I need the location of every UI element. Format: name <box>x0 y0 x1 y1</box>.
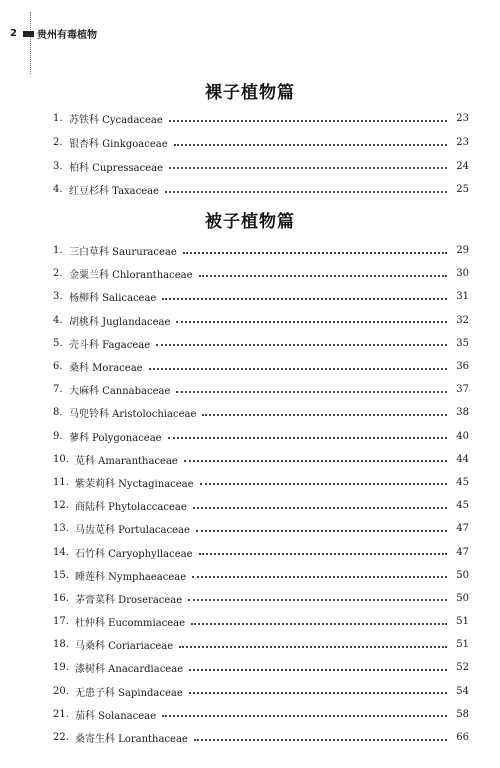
entry-name: 茄科 Solanaceae <box>75 710 157 722</box>
toc-entry[interactable] <box>53 610 469 633</box>
entry-name: 茅膏菜科 Droseraceae <box>75 594 183 606</box>
entry-number: 19. <box>53 662 69 674</box>
toc-entry[interactable] <box>53 332 469 355</box>
entry-page: 23 <box>456 113 469 125</box>
entry-name: 壳斗科 Fagaceae <box>69 339 151 351</box>
toc-entry[interactable] <box>53 131 469 155</box>
page-number: 2 <box>10 28 17 39</box>
toc-entry[interactable] <box>53 680 469 703</box>
entry-number: 15. <box>53 569 69 581</box>
dot-leader <box>174 134 447 146</box>
toc-entry[interactable] <box>53 703 469 726</box>
entry-page: 54 <box>456 685 469 697</box>
toc-entry[interactable] <box>53 401 469 424</box>
dot-leader <box>169 157 447 169</box>
entry-number: 8. <box>53 407 63 419</box>
toc-entry[interactable] <box>53 494 469 517</box>
entry-page: 36 <box>456 361 469 373</box>
running-header <box>10 26 97 41</box>
entry-number: 5. <box>53 337 63 349</box>
toc-entry[interactable] <box>53 378 469 401</box>
entry-page: 66 <box>456 732 469 744</box>
dot-leader <box>165 181 447 193</box>
entry-name: 桑寄生科 Loranthaceae <box>75 734 188 746</box>
book-title: 贵州有毒植物 <box>36 30 97 41</box>
dot-leader <box>176 381 447 393</box>
entry-number: 2. <box>53 137 63 149</box>
entry-page: 40 <box>456 430 469 442</box>
entry-number: 9. <box>53 430 63 442</box>
entry-name: 马兜铃科 Aristolochiaceae <box>69 409 197 421</box>
entry-number: 4. <box>53 314 63 326</box>
entry-name: 桑科 Moraceae <box>69 363 143 375</box>
entry-name: 紫茉莉科 Nyctaginaceae <box>75 478 194 490</box>
toc-entry[interactable] <box>53 587 469 610</box>
entry-number: 11. <box>53 476 69 488</box>
toc-entry[interactable] <box>53 239 469 262</box>
entry-number: 6. <box>53 361 63 373</box>
toc-entry[interactable] <box>53 448 469 471</box>
dot-leader <box>189 682 447 694</box>
entry-name: 金粟兰科 Chloranthaceae <box>69 270 193 282</box>
dot-leader <box>162 288 447 300</box>
entry-page: 47 <box>456 523 469 535</box>
entry-number: 1. <box>53 245 63 257</box>
entry-number: 21. <box>53 708 69 720</box>
toc-entry[interactable] <box>53 309 469 332</box>
toc-entry[interactable] <box>53 540 469 563</box>
entry-name: 大麻科 Cannabaceae <box>69 386 171 398</box>
entry-page: 35 <box>456 337 469 349</box>
toc-entry[interactable] <box>53 517 469 540</box>
dot-leader <box>156 334 447 346</box>
entry-page: 29 <box>456 245 469 257</box>
dot-leader <box>196 520 447 532</box>
entry-name: 漆树科 Anacardiaceae <box>75 664 184 676</box>
toc-entry[interactable] <box>53 285 469 308</box>
entry-number: 4. <box>53 184 63 196</box>
entry-page: 50 <box>456 592 469 604</box>
dot-leader <box>176 311 447 323</box>
section-title-gymnosperms: 裸子植物篇 <box>205 83 295 103</box>
toc-entry[interactable] <box>53 107 469 131</box>
entry-number: 20. <box>53 685 69 697</box>
entry-number: 22. <box>53 732 69 744</box>
entry-name: 马齿苋科 Portulacaceae <box>75 525 190 537</box>
entry-number: 2. <box>53 268 63 280</box>
dot-leader <box>202 404 447 416</box>
dot-leader <box>191 613 447 625</box>
toc-entry[interactable] <box>53 262 469 285</box>
toc-entry[interactable] <box>53 425 469 448</box>
toc-entry[interactable] <box>53 355 469 378</box>
toc-entry[interactable] <box>53 178 469 202</box>
entry-number: 7. <box>53 384 63 396</box>
toc-list-gymnosperms <box>53 107 469 202</box>
dot-leader <box>199 265 448 277</box>
entry-name: 石竹科 Caryophyllaceae <box>75 548 193 560</box>
entry-number: 18. <box>53 639 69 651</box>
dot-leader <box>193 497 447 509</box>
entry-page: 38 <box>456 407 469 419</box>
entry-page: 45 <box>456 500 469 512</box>
entry-name: 胡桃科 Juglandaceae <box>69 316 171 328</box>
entry-name: 银杏科 Ginkgoaceae <box>69 139 168 151</box>
dot-leader <box>199 543 448 555</box>
entry-name: 柏科 Cupressaceae <box>69 162 163 174</box>
dot-leader <box>200 473 447 485</box>
entry-number: 17. <box>53 616 69 628</box>
entry-name: 苏铁科 Cycadaceae <box>69 115 163 127</box>
dot-leader <box>194 729 447 741</box>
dot-leader <box>169 110 447 122</box>
entry-number: 14. <box>53 546 69 558</box>
dot-leader <box>183 242 447 254</box>
entry-name: 红豆杉科 Taxaceae <box>69 186 160 198</box>
toc-entry[interactable] <box>53 656 469 679</box>
dot-leader <box>184 450 447 462</box>
entry-name: 杜仲科 Eucommiaceae <box>75 618 186 630</box>
entry-name: 睡莲科 Nymphaeaceae <box>75 571 187 583</box>
entry-number: 3. <box>53 160 63 172</box>
entry-page: 37 <box>456 384 469 396</box>
entry-page: 51 <box>456 639 469 651</box>
entry-page: 32 <box>456 314 469 326</box>
toc-entry[interactable] <box>53 564 469 587</box>
entry-page: 23 <box>456 137 469 149</box>
entry-page: 45 <box>456 476 469 488</box>
dot-leader <box>189 659 447 671</box>
entry-number: 13. <box>53 523 69 535</box>
entry-number: 12. <box>53 500 69 512</box>
entry-name: 杨柳科 Salicaceae <box>69 293 157 305</box>
toc-entry[interactable] <box>53 154 469 178</box>
entry-name: 蓼科 Polygonaceae <box>69 432 162 444</box>
entry-number: 1. <box>53 113 63 125</box>
entry-page: 52 <box>456 662 469 674</box>
entry-page: 51 <box>456 616 469 628</box>
entry-number: 3. <box>53 291 63 303</box>
section-title-angiosperms: 被子植物篇 <box>205 212 295 232</box>
dot-leader <box>192 566 447 578</box>
toc-entry[interactable] <box>53 471 469 494</box>
toc-list-angiosperms <box>53 239 469 749</box>
toc-entry[interactable] <box>53 633 469 656</box>
header-divider <box>30 12 31 74</box>
dot-leader <box>179 636 447 648</box>
entry-name: 商陆科 Phytolaccaceae <box>75 502 187 514</box>
dot-leader <box>162 705 447 717</box>
entry-name: 马桑科 Coriariaceae <box>75 641 174 653</box>
entry-number: 16. <box>53 592 69 604</box>
dot-leader <box>168 427 447 439</box>
dot-leader <box>149 358 447 370</box>
entry-page: 58 <box>456 708 469 720</box>
entry-page: 50 <box>456 569 469 581</box>
entry-page: 47 <box>456 546 469 558</box>
toc-entry[interactable] <box>53 726 469 749</box>
entry-number: 10. <box>53 453 69 465</box>
entry-page: 25 <box>456 184 469 196</box>
dot-leader <box>188 589 447 601</box>
entry-name: 三白草科 Saururaceae <box>69 247 177 259</box>
entry-page: 30 <box>456 268 469 280</box>
entry-name: 苋科 Amaranthaceae <box>75 455 178 467</box>
entry-name: 无患子科 Sapindaceae <box>75 687 183 699</box>
header-marker-bar <box>23 31 34 37</box>
entry-page: 31 <box>456 291 469 303</box>
entry-page: 24 <box>456 160 469 172</box>
entry-page: 44 <box>456 453 469 465</box>
